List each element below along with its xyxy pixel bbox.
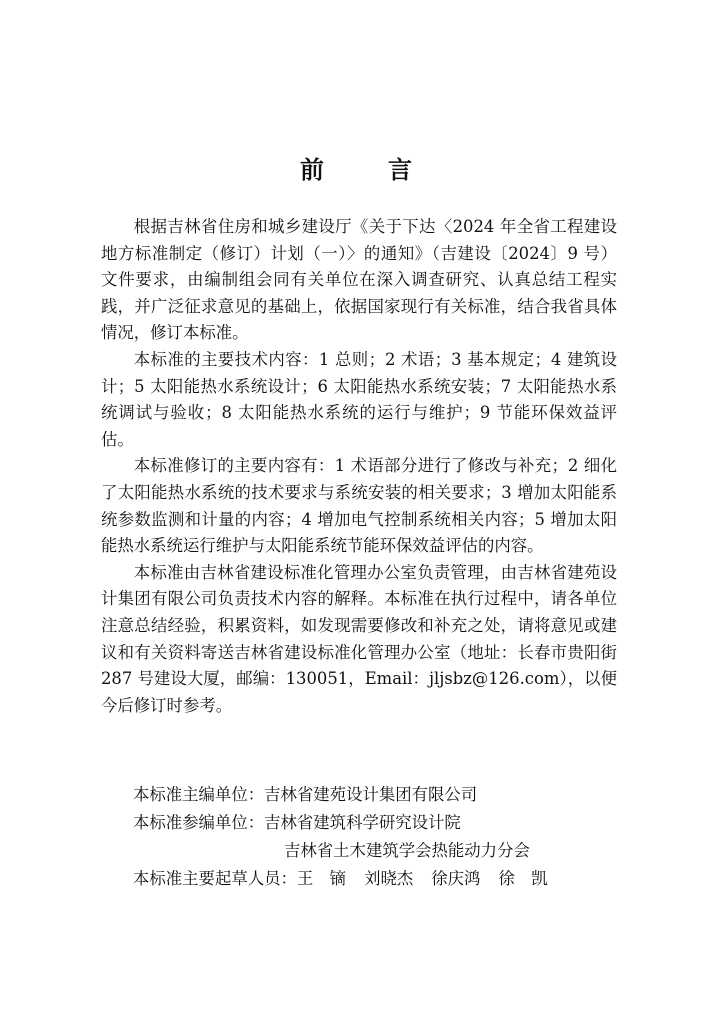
participating-unit-row — [133, 809, 613, 837]
drafter-name: 王 镝 — [296, 869, 347, 888]
paragraph-revision-content: 本标准修订的主要内容有：1 术语部分进行了修改与补充；2 细化了太阳能热水系统的技术要求与系统安装的相关要求；3 增加太阳能系统参数监测和计量的内容；4 增加电气控制系统相关内容；5 增加太阳能热水系统运行维护与太阳能系统节能环保效益评估的内容。 — [101, 456, 617, 556]
drafter-name: 徐 凯 — [498, 869, 548, 888]
participating-unit-label: 本标准参编单位： — [133, 813, 265, 832]
participating-unit-row-2 — [133, 837, 613, 865]
drafter-name: 刘晓杰 — [364, 869, 414, 888]
paragraph-background: 根据吉林省住房和城乡建设厅《关于下达〈2024 年全省工程建设地方标准制定（修订）计划（一）〉的通知》（吉建设〔2024〕9 号）文件要求，由编制组会同有关单位在深入调查研究、认真总结工程实践，并广泛征求意见的基础上，依据国家现行有关标准，结合我省具体情况，修订本标准。 — [101, 217, 617, 343]
participating-unit-value-2: 吉林省土木建筑学会热能动力分会 — [284, 841, 530, 860]
drafters-row — [133, 865, 613, 893]
drafter-name: 徐庆鸿 — [431, 869, 481, 888]
drafters-label: 本标准主要起草人员： — [133, 869, 297, 888]
chief-unit-label: 本标准主编单位： — [133, 785, 265, 804]
participating-unit-value-1: 吉林省建筑科学研究设计院 — [264, 813, 461, 832]
paragraph-management: 本标准由吉林省建设标准化管理办公室负责管理，由吉林省建苑设计集团有限公司负责技术内容的解释。本标准在执行过程中，请各单位注意总结经验，积累资料，如发现需要修改和补充之处，请将意见或建议和有关资料寄送吉林省建设标准化管理办公室（地址：长春市贵阳街 287 号建设大厦，邮编：130051，Email：jljsbz@126.com），以便今后修订时参考。 — [101, 562, 617, 715]
chief-unit-row — [133, 781, 613, 809]
chief-unit-value: 吉林省建苑设计集团有限公司 — [264, 785, 478, 804]
credits-block — [133, 781, 613, 893]
paragraph-main-content: 本标准的主要技术内容：1 总则；2 术语；3 基本规定；4 建筑设计；5 太阳能热水系统设计；6 太阳能热水系统安装；7 太阳能热水系统调试与验收；8 太阳能热水系统的运行与维护；9 节能环保效益评估。 — [101, 349, 617, 449]
preface-body — [101, 214, 617, 719]
page-title: 前 言 — [300, 156, 432, 184]
